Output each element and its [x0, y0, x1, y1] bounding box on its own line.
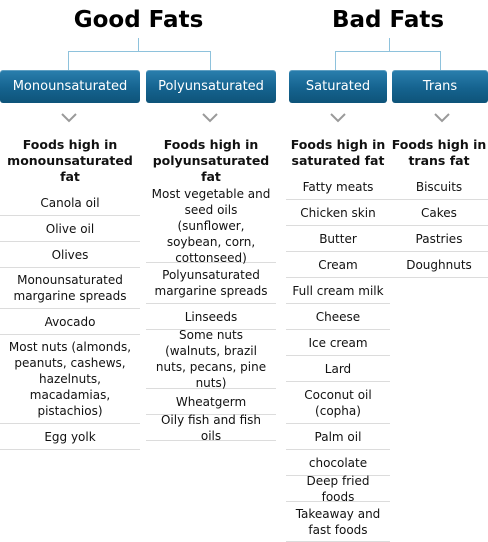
monounsaturated-column	[0, 134, 140, 450]
chevron-down-icon	[61, 113, 77, 123]
list-item: Ice cream	[286, 330, 390, 356]
good-connector-left	[68, 51, 69, 70]
list-item: Lard	[286, 356, 390, 382]
list-item: Monounsaturated margarine spreads	[0, 268, 140, 309]
list-item: Full cream milk	[286, 278, 390, 304]
column-heading: Foods high in polyunsaturated fat	[152, 137, 270, 184]
list-item: Canola oil	[0, 190, 140, 216]
list-item: chocolate	[286, 450, 390, 476]
good-fats-title: Good Fats	[73, 7, 204, 33]
list-item: Wheatgerm	[146, 389, 276, 415]
chevron-down-icon	[434, 113, 450, 123]
list-item: Egg yolk	[0, 424, 140, 450]
list-item: Biscuits	[390, 174, 488, 200]
list-item: Polyunsaturated margarine spreads	[146, 263, 276, 304]
list-item: Cheese	[286, 304, 390, 330]
list-item: Deep fried foods	[286, 476, 390, 502]
list-item: Butter	[286, 226, 390, 252]
bad-connector-stem	[389, 38, 390, 52]
trans-column	[390, 134, 488, 278]
list-item: Palm oil	[286, 424, 390, 450]
good-connector-bar	[68, 51, 211, 52]
list-item: Takeaway and fast foods	[286, 502, 390, 542]
chevron-down-icon	[202, 113, 218, 123]
list-item: Pastries	[390, 226, 488, 252]
list-item: Olives	[0, 242, 140, 268]
list-item: Coconut oil (copha)	[286, 382, 390, 424]
list-item: Oily fish and fish oils	[146, 415, 276, 441]
monounsaturated-header: Monounsaturated	[0, 70, 140, 103]
bad-connector-bar	[335, 51, 441, 52]
good-connector-right	[210, 51, 211, 70]
list-item: Chicken skin	[286, 200, 390, 226]
list-item: Doughnuts	[390, 252, 488, 278]
list-item: Most vegetable and seed oils (sunflower, soybean, corn, cottonseed)	[146, 190, 276, 263]
column-heading: Foods high in trans fat	[391, 137, 487, 168]
list-item: Cream	[286, 252, 390, 278]
list-item: Cakes	[390, 200, 488, 226]
polyunsaturated-column	[146, 134, 276, 441]
polyunsaturated-header: Polyunsaturated	[146, 70, 276, 103]
list-item: Some nuts (walnuts, brazil nuts, pecans, pine nuts)	[146, 330, 276, 389]
list-item: Most nuts (almonds, peanuts, cashews, hazelnuts, macadamias, pistachios)	[0, 335, 140, 424]
column-heading: Foods high in monounsaturated fat	[7, 137, 133, 184]
list-item: Linseeds	[146, 304, 276, 330]
saturated-header: Saturated	[289, 70, 387, 103]
list-item: Avocado	[0, 309, 140, 335]
trans-header: Trans	[392, 70, 488, 103]
good-connector-stem	[138, 38, 139, 52]
list-item: Olive oil	[0, 216, 140, 242]
bad-fats-title: Bad Fats	[331, 7, 445, 33]
saturated-column	[286, 134, 390, 542]
chevron-down-icon	[330, 113, 346, 123]
list-item: Fatty meats	[286, 174, 390, 200]
bad-connector-right	[440, 51, 441, 70]
bad-connector-left	[335, 51, 336, 70]
column-heading: Foods high in saturated fat	[290, 137, 386, 168]
